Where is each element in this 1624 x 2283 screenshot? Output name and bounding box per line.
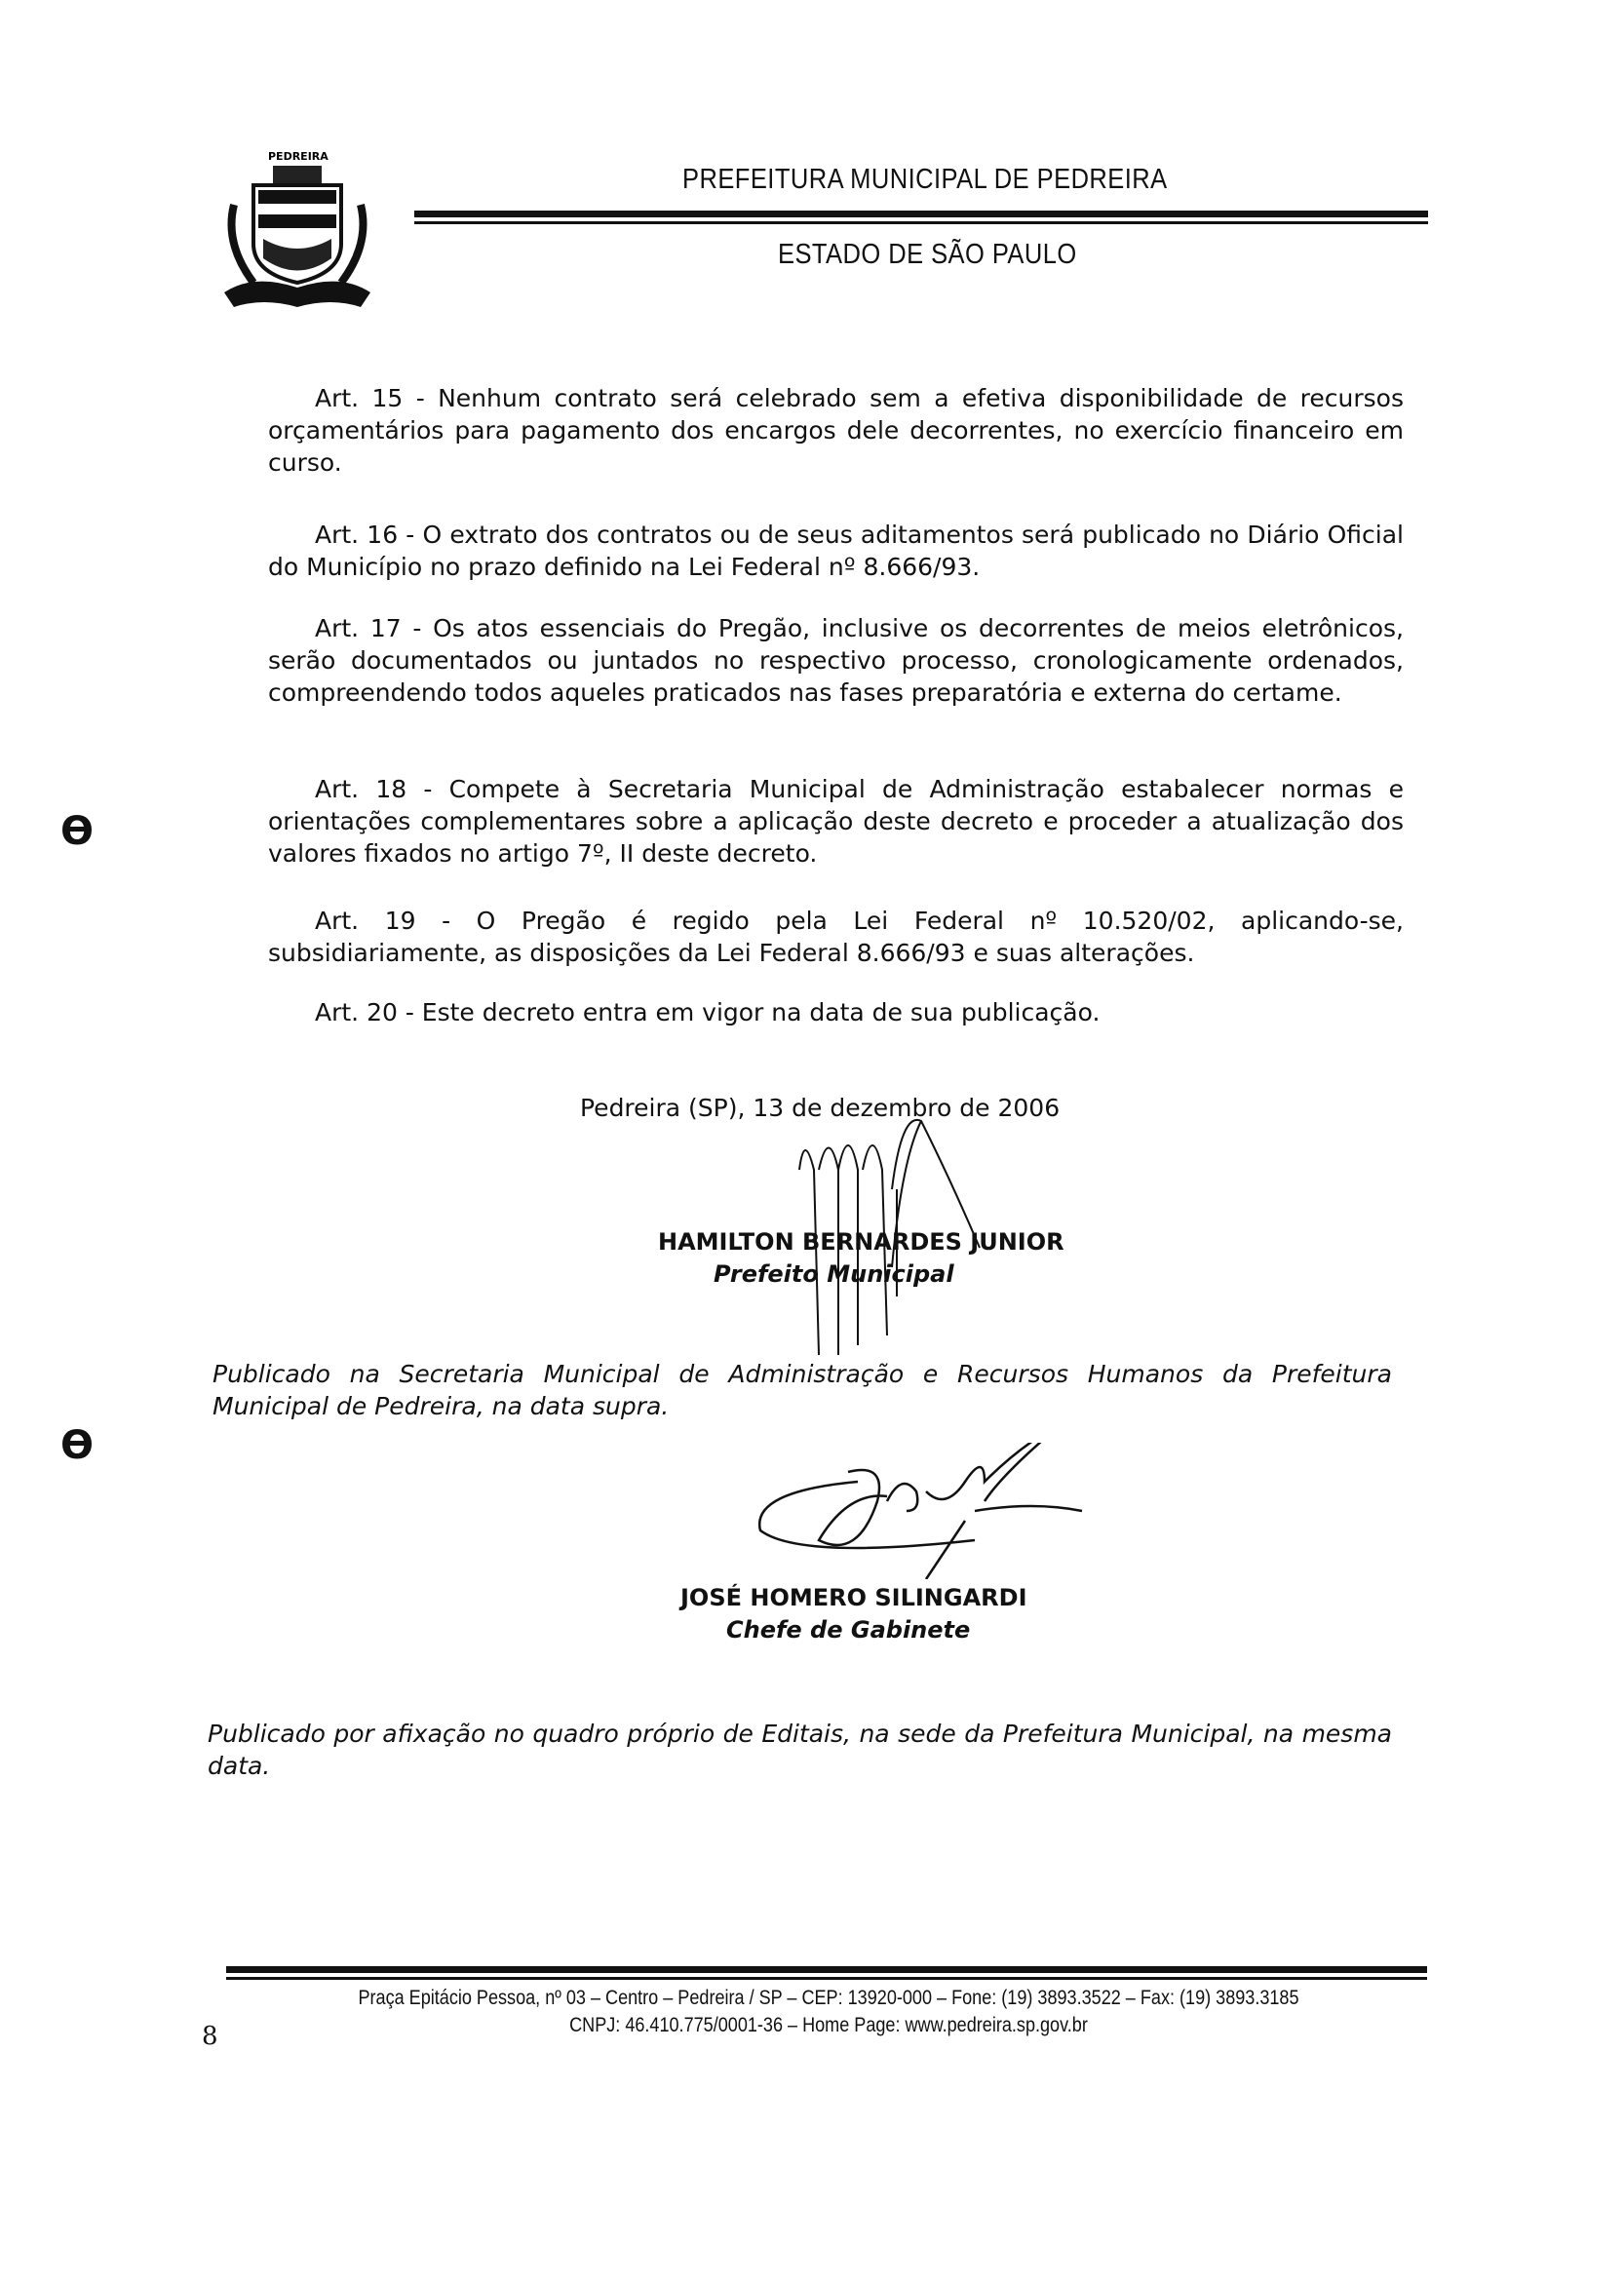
signer1-role: Prefeito Municipal	[714, 1260, 954, 1288]
signer2-role: Chefe de Gabinete	[726, 1616, 971, 1644]
footer-cnpj: CNPJ: 46.410.775/0001-36 – Home Page: www.pedreira.sp.gov.br	[569, 2014, 1088, 2036]
municipal-emblem	[219, 146, 375, 312]
article-15: Art. 15 - Nenhum contrato será celebrado sem a efetiva disponibilidade de recursos orçamentários para pagamento dos encargos dele decorrentes, no exercício financeiro em curso.	[268, 384, 1404, 477]
header-rule-thin	[414, 221, 1428, 224]
date-line: Pedreira (SP), 13 de dezembro de 2006	[580, 1094, 1061, 1122]
svg-text:PEDREIRA: PEDREIRA	[268, 150, 329, 163]
footer-address: Praça Epitácio Pessoa, nº 03 – Centro – Pedreira / SP – CEP: 13920-000 – Fone: (19) 3893.3522 – Fax: (19) 3893.3185	[358, 1987, 1299, 2009]
article-20: Art. 20 - Este decreto entra em vigor na data de sua publicação.	[315, 998, 1101, 1026]
signer1-name: HAMILTON BERNARDES JUNIOR	[658, 1228, 1064, 1256]
publication-note-2: Publicado por afixação no quadro próprio de Editais, na sede da Prefeitura Municipal, na mesma data.	[208, 1720, 1392, 1780]
article-19: Art. 19 - O Pregão é regido pela Lei Federal nº 10.520/02, aplicando-se, subsidiariamente, as disposições da Lei Federal 8.666/93 e suas alterações.	[268, 907, 1404, 967]
margin-mark: ϴ	[60, 809, 95, 854]
article-17: Art. 17 - Os atos essenciais do Pregão, inclusive os decorrentes de meios eletrônicos, serão documentados ou juntados no respectivo processo, cronologicamente ordenados, compreendendo todos aqueles praticados nas fases preparatória e externa do certame.	[268, 614, 1404, 707]
signature-chief	[741, 1443, 1111, 1579]
page-number: 8	[202, 2022, 218, 2051]
publication-note-1: Publicado na Secretaria Municipal de Administração e Recursos Humanos da Prefeitura Municipal de Pedreira, na data supra.	[213, 1360, 1392, 1420]
article-16: Art. 16 - O extrato dos contratos ou de seus aditamentos será publicado no Diário Oficial do Município no prazo definido na Lei Federal nº 8.666/93.	[268, 521, 1404, 581]
signer2-name: JOSÉ HOMERO SILINGARDI	[680, 1584, 1027, 1611]
footer-rule	[226, 1966, 1427, 1973]
header-subtitle: ESTADO DE SÃO PAULO	[778, 239, 1077, 270]
footer-rule-thin	[226, 1977, 1427, 1980]
header-rule	[414, 211, 1428, 217]
header-title: PREFEITURA MUNICIPAL DE PEDREIRA	[682, 164, 1168, 195]
margin-mark: ϴ	[60, 1423, 95, 1468]
article-18: Art. 18 - Compete à Secretaria Municipal de Administração estabalecer normas e orientações complementares sobre a aplicação deste decreto e proceder a atualização dos valores fixados no artigo 7º, II deste decreto.	[268, 775, 1404, 868]
